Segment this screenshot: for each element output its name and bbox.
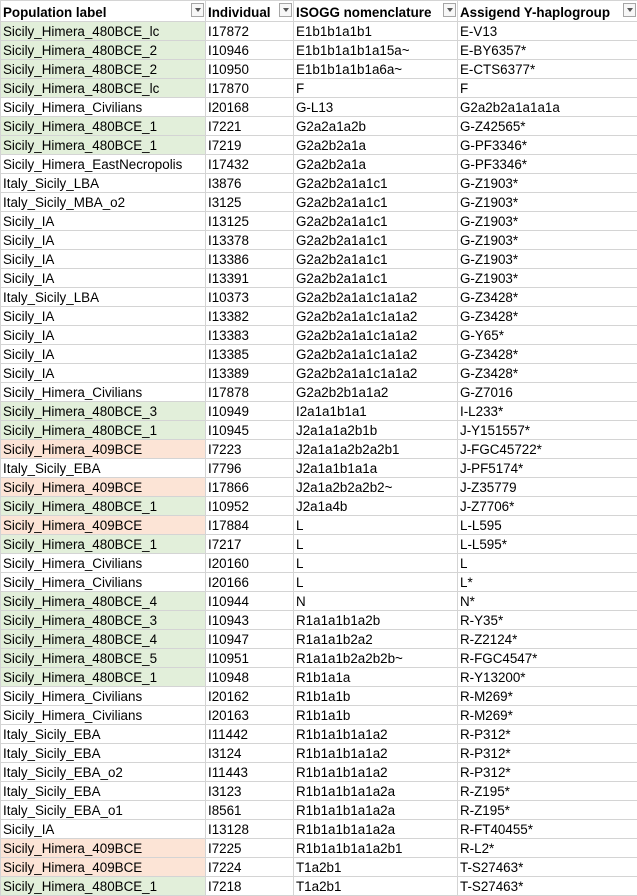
cell-population-label[interactable]: Sicily_IA xyxy=(1,364,206,383)
cell-individual[interactable]: I13386 xyxy=(206,250,294,269)
cell-individual[interactable]: I10946 xyxy=(206,41,294,60)
cell-population-label[interactable]: Italy_Sicily_LBA xyxy=(1,288,206,307)
table-row xyxy=(1,820,637,839)
header-isogg-nomenclature xyxy=(294,1,458,22)
cell-individual[interactable]: I7223 xyxy=(206,440,294,459)
table-row xyxy=(1,136,637,155)
cell-individual[interactable]: I11442 xyxy=(206,725,294,744)
cell-haplogroup[interactable]: L-L595* xyxy=(458,535,637,554)
table-row xyxy=(1,573,637,592)
cell-haplogroup[interactable]: R-FT40455* xyxy=(458,820,637,839)
cell-population-label[interactable]: Sicily_IA xyxy=(1,326,206,345)
cell-isogg[interactable]: R1a1a1b2a2b2b~ xyxy=(294,649,458,668)
cell-isogg[interactable]: R1b1a1b1a1a2 xyxy=(294,763,458,782)
cell-individual[interactable]: I17432 xyxy=(206,155,294,174)
table-row xyxy=(1,687,637,706)
filter-dropdown-icon[interactable] xyxy=(443,3,456,17)
cell-isogg[interactable]: I2a1a1b1a1 xyxy=(294,402,458,421)
cell-individual[interactable]: I20162 xyxy=(206,687,294,706)
cell-population-label[interactable]: Sicily_Himera_Civilians xyxy=(1,687,206,706)
cell-haplogroup[interactable]: R-P312* xyxy=(458,763,637,782)
table-row xyxy=(1,858,637,877)
cell-individual[interactable]: I3123 xyxy=(206,782,294,801)
cell-isogg[interactable]: F xyxy=(294,79,458,98)
cell-isogg[interactable]: J2a1a4b xyxy=(294,497,458,516)
cell-population-label[interactable]: Sicily_Himera_409BCE xyxy=(1,858,206,877)
cell-isogg[interactable]: G2a2b2a1a1c1 xyxy=(294,231,458,250)
cell-population-label[interactable]: Sicily_Himera_480BCE_1 xyxy=(1,535,206,554)
cell-haplogroup[interactable]: F xyxy=(458,79,637,98)
cell-isogg[interactable]: L xyxy=(294,516,458,535)
cell-population-label[interactable]: Sicily_IA xyxy=(1,269,206,288)
cell-individual[interactable]: I17866 xyxy=(206,478,294,497)
cell-individual[interactable]: I3124 xyxy=(206,744,294,763)
cell-individual[interactable]: I10945 xyxy=(206,421,294,440)
cell-population-label[interactable]: Sicily_Himera_409BCE xyxy=(1,440,206,459)
table-row xyxy=(1,155,637,174)
cell-isogg[interactable]: G2a2b2b1a1a2 xyxy=(294,383,458,402)
cell-haplogroup[interactable]: G2a2b2a1a1a1a xyxy=(458,98,637,117)
header-label: Assigend Y-haplogroup xyxy=(460,5,610,20)
cell-population-label[interactable]: Sicily_Himera_480BCE_1 xyxy=(1,668,206,687)
table-row xyxy=(1,193,637,212)
table-row xyxy=(1,649,637,668)
table-row xyxy=(1,231,637,250)
cell-individual[interactable]: I11443 xyxy=(206,763,294,782)
cell-individual[interactable]: I13378 xyxy=(206,231,294,250)
cell-population-label[interactable]: Sicily_Himera_480BCE_2 xyxy=(1,41,206,60)
table-row xyxy=(1,60,637,79)
cell-haplogroup[interactable]: R-M269* xyxy=(458,687,637,706)
cell-haplogroup[interactable]: G-Z1903* xyxy=(458,174,637,193)
cell-population-label[interactable]: Sicily_Himera_EastNecropolis xyxy=(1,155,206,174)
cell-population-label[interactable]: Sicily_Himera_Civilians xyxy=(1,554,206,573)
table-row xyxy=(1,79,637,98)
cell-haplogroup[interactable]: J-FGC45722* xyxy=(458,440,637,459)
cell-population-label[interactable]: Sicily_IA xyxy=(1,250,206,269)
table-row xyxy=(1,744,637,763)
filter-dropdown-icon[interactable] xyxy=(623,3,636,17)
cell-haplogroup[interactable]: R-Z195* xyxy=(458,801,637,820)
cell-haplogroup[interactable]: G-Z1903* xyxy=(458,269,637,288)
table-row xyxy=(1,402,637,421)
cell-haplogroup[interactable]: R-Y35* xyxy=(458,611,637,630)
cell-individual[interactable]: I17884 xyxy=(206,516,294,535)
header-label: ISOGG nomenclature xyxy=(296,5,431,20)
cell-haplogroup[interactable]: J-Y151557* xyxy=(458,421,637,440)
table-row xyxy=(1,478,637,497)
cell-population-label[interactable]: Sicily_Himera_480BCE_lc xyxy=(1,22,206,41)
cell-isogg[interactable]: G2a2a1a2b xyxy=(294,117,458,136)
cell-population-label[interactable]: Italy_Sicily_EBA_o2 xyxy=(1,763,206,782)
cell-population-label[interactable]: Italy_Sicily_EBA xyxy=(1,744,206,763)
cell-individual[interactable]: I10950 xyxy=(206,60,294,79)
cell-isogg[interactable]: E1b1b1a1b1a15a~ xyxy=(294,41,458,60)
cell-haplogroup[interactable]: G-Z1903* xyxy=(458,212,637,231)
cell-population-label[interactable]: Sicily_Himera_Civilians xyxy=(1,98,206,117)
cell-individual[interactable]: I13382 xyxy=(206,307,294,326)
cell-haplogroup[interactable]: G-Y65* xyxy=(458,326,637,345)
cell-haplogroup[interactable]: G-Z1903* xyxy=(458,250,637,269)
cell-isogg[interactable]: L xyxy=(294,535,458,554)
cell-population-label[interactable]: Sicily_Himera_Civilians xyxy=(1,706,206,725)
cell-haplogroup[interactable]: T-S27463* xyxy=(458,858,637,877)
cell-individual[interactable]: I3125 xyxy=(206,193,294,212)
cell-isogg[interactable]: G2a2b2a1a1c1a1a2 xyxy=(294,326,458,345)
cell-haplogroup[interactable]: R-Z195* xyxy=(458,782,637,801)
table-row xyxy=(1,250,637,269)
cell-haplogroup[interactable]: G-Z3428* xyxy=(458,364,637,383)
cell-isogg[interactable]: T1a2b1 xyxy=(294,858,458,877)
cell-isogg[interactable]: R1b1a1b1a1a2a xyxy=(294,782,458,801)
cell-haplogroup[interactable]: I-L233* xyxy=(458,402,637,421)
cell-individual[interactable]: I7221 xyxy=(206,117,294,136)
cell-isogg[interactable]: R1b1a1b xyxy=(294,706,458,725)
cell-isogg[interactable]: R1a1a1b1a2b xyxy=(294,611,458,630)
cell-isogg[interactable]: G2a2b2a1a1c1a1a2 xyxy=(294,345,458,364)
cell-population-label[interactable]: Sicily_Himera_480BCE_4 xyxy=(1,630,206,649)
cell-individual[interactable]: I13389 xyxy=(206,364,294,383)
cell-population-label[interactable]: Italy_Sicily_EBA xyxy=(1,782,206,801)
cell-population-label[interactable]: Italy_Sicily_MBA_o2 xyxy=(1,193,206,212)
cell-isogg[interactable]: J2a1a1a2b2a2b1 xyxy=(294,440,458,459)
cell-population-label[interactable]: Sicily_IA xyxy=(1,345,206,364)
cell-population-label[interactable]: Sicily_IA xyxy=(1,231,206,250)
table-row xyxy=(1,288,637,307)
cell-isogg[interactable]: G-L13 xyxy=(294,98,458,117)
cell-population-label[interactable]: Sicily_Himera_Civilians xyxy=(1,383,206,402)
header-row xyxy=(1,1,637,22)
cell-individual[interactable]: I10949 xyxy=(206,402,294,421)
cell-population-label[interactable]: Sicily_Himera_480BCE_4 xyxy=(1,592,206,611)
cell-individual[interactable]: I13128 xyxy=(206,820,294,839)
cell-individual[interactable]: I20163 xyxy=(206,706,294,725)
cell-isogg[interactable]: G2a2b2a1a1c1 xyxy=(294,174,458,193)
cell-population-label[interactable]: Sicily_Himera_480BCE_1 xyxy=(1,497,206,516)
table-row xyxy=(1,782,637,801)
table-row xyxy=(1,611,637,630)
cell-isogg[interactable]: R1b1a1a xyxy=(294,668,458,687)
cell-individual[interactable]: I10947 xyxy=(206,630,294,649)
header-assigned-haplogroup xyxy=(458,1,637,22)
cell-population-label[interactable]: Sicily_Himera_409BCE xyxy=(1,516,206,535)
cell-haplogroup[interactable]: J-Z35779 xyxy=(458,478,637,497)
table-row xyxy=(1,801,637,820)
cell-haplogroup[interactable]: R-Z2124* xyxy=(458,630,637,649)
cell-individual[interactable]: I7219 xyxy=(206,136,294,155)
cell-individual[interactable]: I7224 xyxy=(206,858,294,877)
cell-haplogroup[interactable]: L xyxy=(458,554,637,573)
filter-dropdown-icon[interactable] xyxy=(279,3,292,17)
cell-population-label[interactable]: Sicily_Himera_480BCE_3 xyxy=(1,611,206,630)
table-row xyxy=(1,630,637,649)
cell-haplogroup[interactable]: R-L2* xyxy=(458,839,637,858)
cell-individual[interactable]: I10951 xyxy=(206,649,294,668)
cell-isogg[interactable]: T1a2b1 xyxy=(294,877,458,896)
cell-population-label[interactable]: Sicily_Himera_480BCE_3 xyxy=(1,402,206,421)
table-row xyxy=(1,706,637,725)
cell-isogg[interactable]: G2a2b2a1a1c1a1a2 xyxy=(294,307,458,326)
table-row xyxy=(1,345,637,364)
cell-individual[interactable]: I13383 xyxy=(206,326,294,345)
table-row xyxy=(1,383,637,402)
cell-individual[interactable]: I7225 xyxy=(206,839,294,858)
table-row xyxy=(1,117,637,136)
table-row xyxy=(1,554,637,573)
header-individual xyxy=(206,1,294,22)
cell-individual[interactable]: I13391 xyxy=(206,269,294,288)
table-row xyxy=(1,307,637,326)
cell-isogg[interactable]: G2a2b2a1a1c1 xyxy=(294,269,458,288)
cell-isogg[interactable]: G2a2b2a1a xyxy=(294,155,458,174)
cell-individual[interactable]: I7218 xyxy=(206,877,294,896)
cell-population-label[interactable]: Sicily_Himera_480BCE_1 xyxy=(1,136,206,155)
cell-individual[interactable]: I20168 xyxy=(206,98,294,117)
table-row xyxy=(1,763,637,782)
table-row xyxy=(1,421,637,440)
cell-haplogroup[interactable]: T-S27463* xyxy=(458,877,637,896)
cell-individual[interactable]: I8561 xyxy=(206,801,294,820)
table-row xyxy=(1,725,637,744)
cell-haplogroup[interactable]: G-Z1903* xyxy=(458,231,637,250)
table-row xyxy=(1,535,637,554)
cell-individual[interactable]: I10944 xyxy=(206,592,294,611)
cell-isogg[interactable]: R1b1a1b1a1a2b1 xyxy=(294,839,458,858)
table-row xyxy=(1,668,637,687)
cell-haplogroup[interactable]: G-PF3346* xyxy=(458,136,637,155)
cell-population-label[interactable]: Sicily_Himera_Civilians xyxy=(1,573,206,592)
cell-individual[interactable]: I10373 xyxy=(206,288,294,307)
cell-isogg[interactable]: E1b1b1a1b1 xyxy=(294,22,458,41)
cell-isogg[interactable]: L xyxy=(294,554,458,573)
cell-population-label[interactable]: Sicily_IA xyxy=(1,820,206,839)
cell-isogg[interactable]: G2a2b2a1a1c1a1a2 xyxy=(294,288,458,307)
filter-dropdown-icon[interactable] xyxy=(191,3,204,17)
cell-isogg[interactable]: R1b1a1b1a1a2a xyxy=(294,801,458,820)
cell-individual[interactable]: I20166 xyxy=(206,573,294,592)
cell-haplogroup[interactable]: L-L595 xyxy=(458,516,637,535)
cell-population-label[interactable]: Sicily_Himera_480BCE_1 xyxy=(1,117,206,136)
cell-isogg[interactable]: R1b1a1b1a1a2 xyxy=(294,744,458,763)
cell-haplogroup[interactable]: G-Z3428* xyxy=(458,288,637,307)
cell-haplogroup[interactable]: G-Z1903* xyxy=(458,193,637,212)
cell-population-label[interactable]: Sicily_IA xyxy=(1,212,206,231)
cell-haplogroup[interactable]: R-P312* xyxy=(458,744,637,763)
cell-isogg[interactable]: L xyxy=(294,573,458,592)
cell-population-label[interactable]: Sicily_Himera_480BCE_lc xyxy=(1,79,206,98)
cell-population-label[interactable]: Sicily_Himera_480BCE_1 xyxy=(1,421,206,440)
cell-population-label[interactable]: Italy_Sicily_LBA xyxy=(1,174,206,193)
cell-haplogroup[interactable]: L* xyxy=(458,573,637,592)
table-row xyxy=(1,269,637,288)
table-row xyxy=(1,22,637,41)
cell-haplogroup[interactable]: G-Z7016 xyxy=(458,383,637,402)
cell-haplogroup[interactable]: E-BY6357* xyxy=(458,41,637,60)
cell-population-label[interactable]: Sicily_Himera_480BCE_5 xyxy=(1,649,206,668)
table-body xyxy=(1,22,637,896)
cell-individual[interactable]: I17878 xyxy=(206,383,294,402)
cell-population-label[interactable]: Sicily_IA xyxy=(1,307,206,326)
cell-haplogroup[interactable]: G-Z3428* xyxy=(458,345,637,364)
cell-individual[interactable]: I3876 xyxy=(206,174,294,193)
table-row xyxy=(1,440,637,459)
table-row xyxy=(1,174,637,193)
cell-individual[interactable]: I10952 xyxy=(206,497,294,516)
cell-haplogroup[interactable]: E-CTS6377* xyxy=(458,60,637,79)
table-row xyxy=(1,877,637,896)
cell-population-label[interactable]: Italy_Sicily_EBA_o1 xyxy=(1,801,206,820)
cell-haplogroup[interactable]: E-V13 xyxy=(458,22,637,41)
cell-isogg[interactable]: G2a2b2a1a1c1 xyxy=(294,250,458,269)
cell-haplogroup[interactable]: R-P312* xyxy=(458,725,637,744)
cell-isogg[interactable]: G2a2b2a1a1c1 xyxy=(294,193,458,212)
table-row xyxy=(1,497,637,516)
cell-population-label[interactable]: Italy_Sicily_EBA xyxy=(1,725,206,744)
cell-isogg[interactable]: R1a1a1b2a2 xyxy=(294,630,458,649)
cell-isogg[interactable]: G2a2b2a1a1c1a1a2 xyxy=(294,364,458,383)
table-row xyxy=(1,364,637,383)
table-row xyxy=(1,41,637,60)
cell-haplogroup[interactable]: G-Z42565* xyxy=(458,117,637,136)
table-row xyxy=(1,592,637,611)
table-row xyxy=(1,212,637,231)
cell-isogg[interactable]: J2a1a1b1a1a xyxy=(294,459,458,478)
header-label: Individual xyxy=(208,5,271,20)
cell-population-label[interactable]: Italy_Sicily_EBA xyxy=(1,459,206,478)
cell-haplogroup[interactable]: R-M269* xyxy=(458,706,637,725)
cell-isogg[interactable]: R1b1a1b xyxy=(294,687,458,706)
header-population-label xyxy=(1,1,206,22)
cell-isogg[interactable]: R1b1a1b1a1a2 xyxy=(294,725,458,744)
table-row xyxy=(1,459,637,478)
cell-individual[interactable]: I7796 xyxy=(206,459,294,478)
cell-isogg[interactable]: J2a1a1a2b1b xyxy=(294,421,458,440)
cell-haplogroup[interactable]: G-Z3428* xyxy=(458,307,637,326)
cell-isogg[interactable]: N xyxy=(294,592,458,611)
cell-individual[interactable]: I13125 xyxy=(206,212,294,231)
table-row xyxy=(1,516,637,535)
cell-individual[interactable]: I20160 xyxy=(206,554,294,573)
cell-population-label[interactable]: Sicily_Himera_409BCE xyxy=(1,478,206,497)
table-row xyxy=(1,98,637,117)
cell-haplogroup[interactable]: R-Y13200* xyxy=(458,668,637,687)
cell-isogg[interactable]: G2a2b2a1a xyxy=(294,136,458,155)
cell-isogg[interactable]: J2a1a2b2a2b2~ xyxy=(294,478,458,497)
cell-individual[interactable]: I13385 xyxy=(206,345,294,364)
cell-individual[interactable]: I7217 xyxy=(206,535,294,554)
cell-haplogroup[interactable]: J-Z7706* xyxy=(458,497,637,516)
cell-isogg[interactable]: G2a2b2a1a1c1 xyxy=(294,212,458,231)
cell-isogg[interactable]: E1b1b1a1b1a6a~ xyxy=(294,60,458,79)
cell-isogg[interactable]: R1b1a1b1a1a2a xyxy=(294,820,458,839)
table-row xyxy=(1,839,637,858)
cell-haplogroup[interactable]: R-FGC4547* xyxy=(458,649,637,668)
table-row xyxy=(1,326,637,345)
cell-individual[interactable]: I10943 xyxy=(206,611,294,630)
cell-individual[interactable]: I17872 xyxy=(206,22,294,41)
cell-population-label[interactable]: Sicily_Himera_480BCE_1 xyxy=(1,877,206,896)
cell-haplogroup[interactable]: J-PF5174* xyxy=(458,459,637,478)
cell-haplogroup[interactable]: G-PF3346* xyxy=(458,155,637,174)
cell-individual[interactable]: I10948 xyxy=(206,668,294,687)
cell-population-label[interactable]: Sicily_Himera_409BCE xyxy=(1,839,206,858)
cell-haplogroup[interactable]: N* xyxy=(458,592,637,611)
cell-individual[interactable]: I17870 xyxy=(206,79,294,98)
header-label: Population label xyxy=(3,5,106,20)
cell-population-label[interactable]: Sicily_Himera_480BCE_2 xyxy=(1,60,206,79)
